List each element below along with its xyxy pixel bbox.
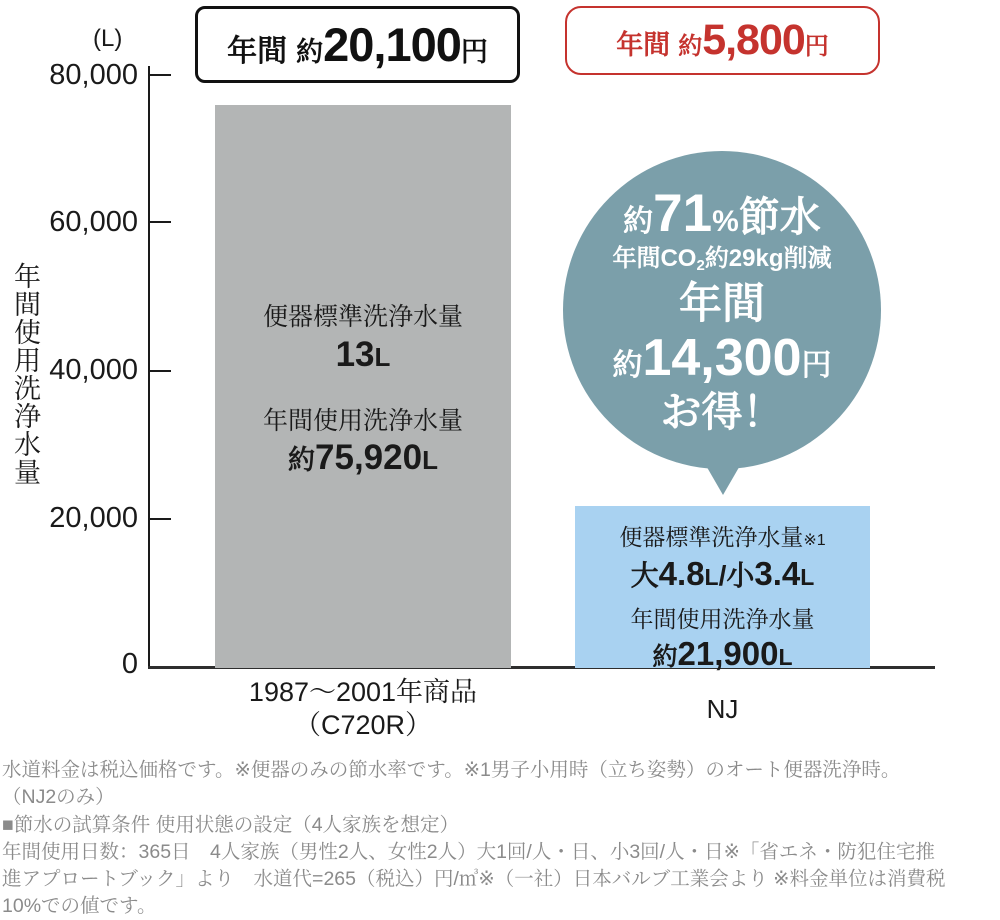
annual-cost-badge-old <box>195 6 520 83</box>
balloon-amount-value: 14,300 <box>642 329 802 388</box>
bar-old-product <box>215 105 511 668</box>
y-tick-mark-80000 <box>150 74 171 76</box>
badge-old-approx: 約 <box>296 37 324 67</box>
new-usage-number: 21,900 <box>677 635 779 672</box>
balloon-benefit: お得！ <box>660 389 784 436</box>
new-spec-big-label: 大 <box>630 560 659 591</box>
new-usage-unit: L <box>778 644 793 670</box>
new-spec-big-unit: L <box>704 564 719 590</box>
footnotes <box>2 757 998 920</box>
balloon-co2-line <box>612 246 831 275</box>
balloon-amount-approx: 約 <box>612 349 643 383</box>
balloon-amount-currency: 円 <box>801 349 832 383</box>
annual-cost-old-text <box>227 17 488 72</box>
old-usage-number: 75,920 <box>315 438 423 477</box>
badge-new-amount: 5,800 <box>702 16 805 64</box>
badge-old-period: 年間 <box>227 35 288 68</box>
new-usage-value <box>575 635 870 673</box>
balloon-amount-line <box>612 329 831 387</box>
footnote-line-1: 水道料金は税込価格です。※便器のみの節水率です。※1男子小用時（立ち姿勢）のオート便器洗浄時。 <box>2 759 901 781</box>
balloon-save-percent: % <box>712 204 739 238</box>
savings-balloon-tail <box>697 450 749 495</box>
y-tick-label-40000: 40,000 <box>49 354 138 386</box>
balloon-co2-subscript: 2 <box>696 257 705 275</box>
x-label-old-line1: 1987～2001年商品 <box>248 677 478 707</box>
x-label-old-line2: （C720R） <box>293 710 433 740</box>
y-tick-mark-20000 <box>150 518 171 520</box>
y-tick-label-80000: 80,000 <box>49 59 138 91</box>
old-usage-value <box>215 438 511 478</box>
annual-cost-badge-new <box>565 6 880 75</box>
balloon-save-label: 節水 <box>738 193 821 240</box>
balloon-co2-prefix: 年間CO <box>612 245 697 273</box>
old-spec-number: 13 <box>335 335 375 374</box>
new-spec-label <box>575 519 870 552</box>
new-spec-small-label: 小 <box>726 560 755 591</box>
new-spec-note: ※1 <box>803 532 826 549</box>
old-usage-unit: L <box>422 445 438 475</box>
footnote-line-2: （NJ2のみ） <box>2 786 115 809</box>
badge-new-period: 年間 <box>616 30 671 60</box>
new-spec-label-text: 便器標準洗浄水量 <box>619 524 804 550</box>
old-spec-unit: L <box>374 342 391 372</box>
bar-new-labels <box>575 519 870 673</box>
badge-old-currency: 円 <box>460 37 488 67</box>
balloon-period: 年間 <box>679 279 765 328</box>
old-spec-label: 便器標準洗浄水量 <box>262 303 463 331</box>
old-spec-value <box>215 335 511 375</box>
footnote-line-4: 年間使用日数：365日 4人家族（男性2人、女性2人）大1回/人・日、小3回/人・日※「省エネ・防犯住宅推 <box>2 840 935 863</box>
balloon-save-value: 71 <box>653 183 713 243</box>
annual-cost-new-text <box>616 16 829 65</box>
new-spec-big-number: 4.8 <box>658 555 705 592</box>
y-tick-mark-60000 <box>150 221 171 223</box>
new-spec-slash: / <box>718 560 727 591</box>
badge-new-approx: 約 <box>678 33 703 60</box>
y-tick-label-60000: 60,000 <box>49 206 138 238</box>
new-usage-label: 年間使用洗浄水量 <box>630 606 815 632</box>
new-spec-small-number: 3.4 <box>754 555 801 592</box>
old-usage-approx: 約 <box>288 445 316 475</box>
x-label-old-product <box>195 676 531 742</box>
y-tick-label-0: 0 <box>121 648 138 680</box>
new-spec-small-unit: L <box>800 564 815 590</box>
y-tick-label-20000: 20,000 <box>49 502 138 534</box>
x-label-new-product: NJ <box>706 694 739 724</box>
old-usage-label: 年間使用洗浄水量 <box>262 407 463 435</box>
y-tick-mark-40000 <box>150 370 171 372</box>
bar-new-product <box>575 506 870 672</box>
footnote-line-3: ■節水の試算条件 使用状態の設定（4人家族を想定） <box>2 813 460 836</box>
footnote-line-6: 10%での値です。 <box>2 895 157 918</box>
bar-old-labels <box>215 297 511 478</box>
balloon-save-approx: 約 <box>623 204 654 238</box>
footnote-line-5: 進アプロートブック」より 水道代=265（税込）円/㎥※（一社）日本バルブ工業会より ※料金単位は消費税 <box>2 868 946 891</box>
y-axis-unit-label: (L) <box>93 25 123 52</box>
savings-balloon <box>563 151 881 469</box>
balloon-savings-line <box>623 184 821 243</box>
badge-new-currency: 円 <box>804 33 829 60</box>
badge-old-amount: 20,100 <box>323 18 461 71</box>
balloon-co2-suffix: 約29kg削減 <box>704 245 832 273</box>
y-axis-line <box>148 66 150 668</box>
new-spec-value <box>575 554 870 594</box>
new-usage-approx: 約 <box>652 643 678 671</box>
y-axis-title: 年間使用洗浄水量 <box>10 262 40 486</box>
